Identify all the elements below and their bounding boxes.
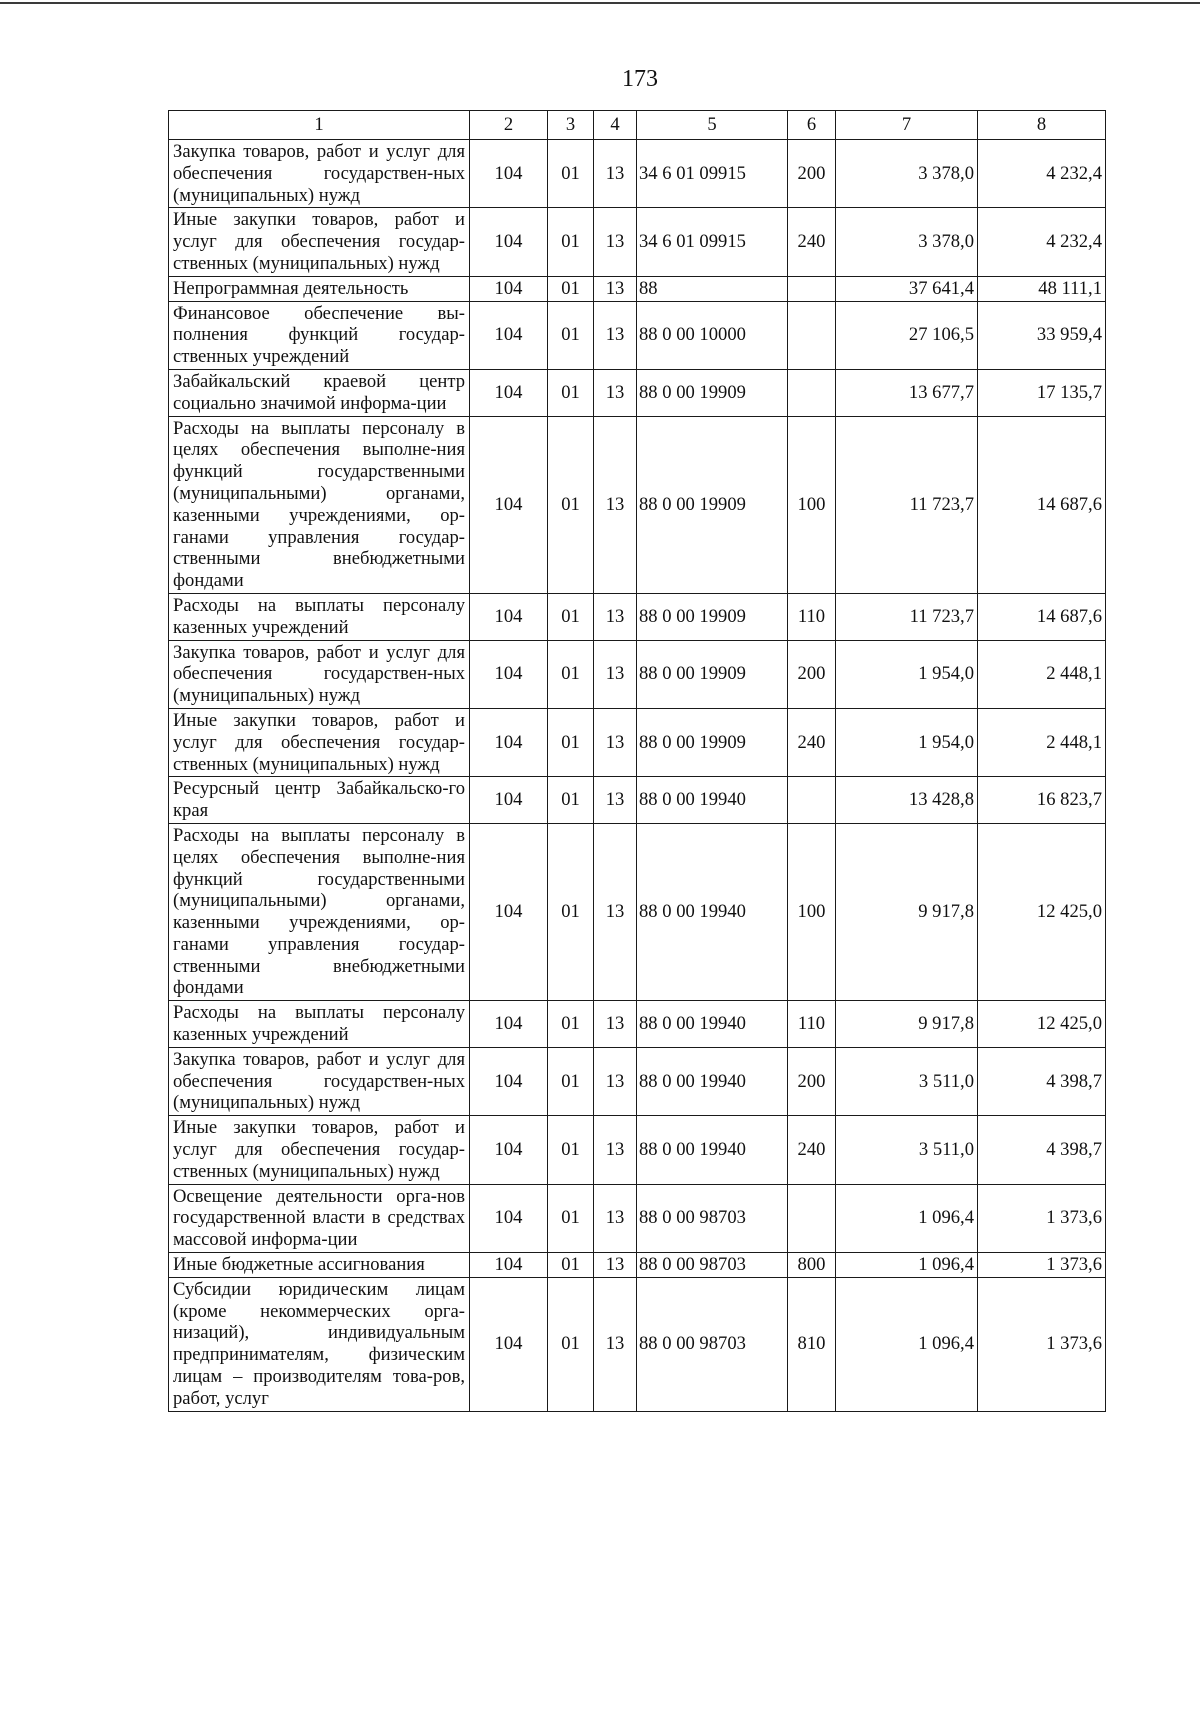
subsection-item-cell: 13	[594, 823, 637, 1000]
section-code-cell: 104	[470, 140, 548, 208]
section-code-cell: 104	[470, 708, 548, 776]
row-name-cell: Иные закупки товаров, работ и услуг для обеспечения государ-ственных (муниципальных) нужд	[169, 1116, 470, 1184]
target-article-cell: 34 6 01 09915	[637, 208, 788, 276]
amount-col8-cell: 4 232,4	[978, 140, 1106, 208]
target-article-cell: 34 6 01 09915	[637, 140, 788, 208]
table-row	[169, 301, 1106, 369]
amount-col7-cell: 3 511,0	[836, 1116, 978, 1184]
table-row	[169, 140, 1106, 208]
amount-col7-cell: 1 954,0	[836, 708, 978, 776]
table-row	[169, 1184, 1106, 1252]
expense-type-cell: 240	[788, 208, 836, 276]
subsection-item-cell: 13	[594, 140, 637, 208]
row-name-cell: Расходы на выплаты персоналу в целях обеспечения выполне-ния функций государственными (муниципальными) органами, казенными учреждениями, ор-ганами управления государ-ственными внебюджетными фондами	[169, 823, 470, 1000]
subsection-code-cell: 01	[548, 369, 594, 416]
subsection-code-cell: 01	[548, 593, 594, 640]
row-name-cell: Финансовое обеспечение вы-полнения функций государ-ственных учреждений	[169, 301, 470, 369]
section-code-cell: 104	[470, 208, 548, 276]
table-row	[169, 276, 1106, 301]
amount-col7-cell: 3 378,0	[836, 140, 978, 208]
section-code-cell: 104	[470, 1277, 548, 1411]
amount-col8-cell: 12 425,0	[978, 1001, 1106, 1048]
table-row	[169, 823, 1106, 1000]
subsection-item-cell: 13	[594, 1184, 637, 1252]
amount-col7-cell: 37 641,4	[836, 276, 978, 301]
expense-type-cell	[788, 777, 836, 824]
amount-col8-cell: 33 959,4	[978, 301, 1106, 369]
subsection-item-cell: 13	[594, 369, 637, 416]
amount-col7-cell: 9 917,8	[836, 823, 978, 1000]
page-number: 173	[622, 66, 658, 92]
amount-col8-cell: 17 135,7	[978, 369, 1106, 416]
column-header-2: 2	[470, 111, 548, 140]
section-code-cell: 104	[470, 1116, 548, 1184]
section-code-cell: 104	[470, 1047, 548, 1115]
amount-col7-cell: 27 106,5	[836, 301, 978, 369]
subsection-code-cell: 01	[548, 1047, 594, 1115]
amount-col8-cell: 2 448,1	[978, 708, 1106, 776]
expense-type-cell	[788, 1184, 836, 1252]
target-article-cell: 88 0 00 98703	[637, 1184, 788, 1252]
expense-type-cell	[788, 301, 836, 369]
amount-col8-cell: 1 373,6	[978, 1184, 1106, 1252]
subsection-item-cell: 13	[594, 1116, 637, 1184]
section-code-cell: 104	[470, 1253, 548, 1278]
amount-col7-cell: 1 096,4	[836, 1253, 978, 1278]
amount-col7-cell: 1 096,4	[836, 1184, 978, 1252]
table-row	[169, 708, 1106, 776]
section-code-cell: 104	[470, 1184, 548, 1252]
row-name-cell: Иные бюджетные ассигнования	[169, 1253, 470, 1278]
subsection-code-cell: 01	[548, 1184, 594, 1252]
table-row	[169, 593, 1106, 640]
target-article-cell: 88 0 00 19940	[637, 1001, 788, 1048]
section-code-cell: 104	[470, 301, 548, 369]
target-article-cell: 88 0 00 19940	[637, 777, 788, 824]
amount-col8-cell: 14 687,6	[978, 416, 1106, 593]
section-code-cell: 104	[470, 369, 548, 416]
column-header-7: 7	[836, 111, 978, 140]
table-row	[169, 1047, 1106, 1115]
row-name-cell: Закупка товаров, работ и услуг для обеспечения государствен-ных (муниципальных) нужд	[169, 640, 470, 708]
table-row	[169, 1116, 1106, 1184]
amount-col8-cell: 14 687,6	[978, 593, 1106, 640]
section-code-cell: 104	[470, 416, 548, 593]
subsection-code-cell: 01	[548, 1116, 594, 1184]
expense-type-cell: 200	[788, 1047, 836, 1115]
target-article-cell: 88 0 00 19940	[637, 1047, 788, 1115]
subsection-item-cell: 13	[594, 416, 637, 593]
amount-col8-cell: 4 398,7	[978, 1047, 1106, 1115]
column-header-8: 8	[978, 111, 1106, 140]
row-name-cell: Забайкальский краевой центр социально значимой информа-ции	[169, 369, 470, 416]
amount-col8-cell: 16 823,7	[978, 777, 1106, 824]
column-header-5: 5	[637, 111, 788, 140]
amount-col8-cell: 2 448,1	[978, 640, 1106, 708]
subsection-item-cell: 13	[594, 1253, 637, 1278]
target-article-cell: 88 0 00 19909	[637, 593, 788, 640]
amount-col7-cell: 13 677,7	[836, 369, 978, 416]
row-name-cell: Субсидии юридическим лицам (кроме некоммерческих орга-низаций), индивидуальным предпринимателям, физическим лицам – производителям това-ров, работ, услуг	[169, 1277, 470, 1411]
row-name-cell: Расходы на выплаты персоналу казенных учреждений	[169, 593, 470, 640]
subsection-item-cell: 13	[594, 777, 637, 824]
subsection-code-cell: 01	[548, 823, 594, 1000]
table-row	[169, 369, 1106, 416]
row-name-cell: Закупка товаров, работ и услуг для обеспечения государствен-ных (муниципальных) нужд	[169, 1047, 470, 1115]
row-name-cell: Закупка товаров, работ и услуг для обеспечения государствен-ных (муниципальных) нужд	[169, 140, 470, 208]
subsection-item-cell: 13	[594, 208, 637, 276]
column-header-6: 6	[788, 111, 836, 140]
expense-type-cell: 200	[788, 640, 836, 708]
column-header-1: 1	[169, 111, 470, 140]
amount-col8-cell: 12 425,0	[978, 823, 1106, 1000]
header-row	[169, 111, 1106, 140]
budget-table	[168, 110, 1106, 1412]
amount-col7-cell: 3 378,0	[836, 208, 978, 276]
amount-col7-cell: 3 511,0	[836, 1047, 978, 1115]
row-name-cell: Непрограммная деятельность	[169, 276, 470, 301]
subsection-code-cell: 01	[548, 416, 594, 593]
section-code-cell: 104	[470, 276, 548, 301]
amount-col7-cell: 13 428,8	[836, 777, 978, 824]
subsection-code-cell: 01	[548, 1001, 594, 1048]
expense-type-cell: 240	[788, 708, 836, 776]
target-article-cell: 88 0 00 19940	[637, 1116, 788, 1184]
expense-type-cell: 800	[788, 1253, 836, 1278]
amount-col7-cell: 1 954,0	[836, 640, 978, 708]
subsection-item-cell: 13	[594, 1001, 637, 1048]
amount-col7-cell: 11 723,7	[836, 593, 978, 640]
row-name-cell: Расходы на выплаты персоналу в целях обеспечения выполне-ния функций государственными (муниципальными) органами, казенными учреждениями, ор-ганами управления государ-ственными внебюджетными фондами	[169, 416, 470, 593]
target-article-cell: 88 0 00 19940	[637, 823, 788, 1000]
expense-type-cell: 110	[788, 593, 836, 640]
expense-type-cell: 110	[788, 1001, 836, 1048]
row-name-cell: Иные закупки товаров, работ и услуг для обеспечения государ-ственных (муниципальных) нужд	[169, 708, 470, 776]
expense-type-cell: 100	[788, 823, 836, 1000]
table-row	[169, 416, 1106, 593]
target-article-cell: 88 0 00 10000	[637, 301, 788, 369]
subsection-item-cell: 13	[594, 276, 637, 301]
section-code-cell: 104	[470, 777, 548, 824]
subsection-code-cell: 01	[548, 276, 594, 301]
amount-col8-cell: 1 373,6	[978, 1277, 1106, 1411]
subsection-code-cell: 01	[548, 301, 594, 369]
column-header-4: 4	[594, 111, 637, 140]
subsection-item-cell: 13	[594, 301, 637, 369]
expense-type-cell	[788, 369, 836, 416]
subsection-code-cell: 01	[548, 777, 594, 824]
target-article-cell: 88 0 00 19909	[637, 369, 788, 416]
target-article-cell: 88	[637, 276, 788, 301]
subsection-code-cell: 01	[548, 140, 594, 208]
amount-col7-cell: 9 917,8	[836, 1001, 978, 1048]
section-code-cell: 104	[470, 640, 548, 708]
subsection-code-cell: 01	[548, 640, 594, 708]
row-name-cell: Освещение деятельности орга-нов государственной власти в средствах массовой информа-ции	[169, 1184, 470, 1252]
subsection-code-cell: 01	[548, 208, 594, 276]
target-article-cell: 88 0 00 19909	[637, 708, 788, 776]
table-row	[169, 208, 1106, 276]
amount-col7-cell: 11 723,7	[836, 416, 978, 593]
subsection-item-cell: 13	[594, 640, 637, 708]
table-row	[169, 640, 1106, 708]
target-article-cell: 88 0 00 19909	[637, 416, 788, 593]
subsection-item-cell: 13	[594, 1047, 637, 1115]
scan-top-edge	[0, 2, 1200, 4]
amount-col8-cell: 1 373,6	[978, 1253, 1106, 1278]
section-code-cell: 104	[470, 593, 548, 640]
subsection-code-cell: 01	[548, 708, 594, 776]
target-article-cell: 88 0 00 98703	[637, 1277, 788, 1411]
expense-type-cell: 240	[788, 1116, 836, 1184]
subsection-item-cell: 13	[594, 1277, 637, 1411]
table-row	[169, 1001, 1106, 1048]
table-row	[169, 777, 1106, 824]
subsection-code-cell: 01	[548, 1253, 594, 1278]
subsection-item-cell: 13	[594, 593, 637, 640]
column-header-3: 3	[548, 111, 594, 140]
expense-type-cell: 200	[788, 140, 836, 208]
subsection-item-cell: 13	[594, 708, 637, 776]
table-row	[169, 1277, 1106, 1411]
row-name-cell: Иные закупки товаров, работ и услуг для обеспечения государ-ственных (муниципальных) нужд	[169, 208, 470, 276]
amount-col8-cell: 4 232,4	[978, 208, 1106, 276]
section-code-cell: 104	[470, 823, 548, 1000]
table-body	[169, 111, 1106, 1412]
expense-type-cell	[788, 276, 836, 301]
row-name-cell: Ресурсный центр Забайкальско-го края	[169, 777, 470, 824]
expense-type-cell: 100	[788, 416, 836, 593]
amount-col8-cell: 4 398,7	[978, 1116, 1106, 1184]
expense-type-cell: 810	[788, 1277, 836, 1411]
subsection-code-cell: 01	[548, 1277, 594, 1411]
target-article-cell: 88 0 00 98703	[637, 1253, 788, 1278]
amount-col7-cell: 1 096,4	[836, 1277, 978, 1411]
amount-col8-cell: 48 111,1	[978, 276, 1106, 301]
target-article-cell: 88 0 00 19909	[637, 640, 788, 708]
section-code-cell: 104	[470, 1001, 548, 1048]
table-row	[169, 1253, 1106, 1278]
row-name-cell: Расходы на выплаты персоналу казенных учреждений	[169, 1001, 470, 1048]
